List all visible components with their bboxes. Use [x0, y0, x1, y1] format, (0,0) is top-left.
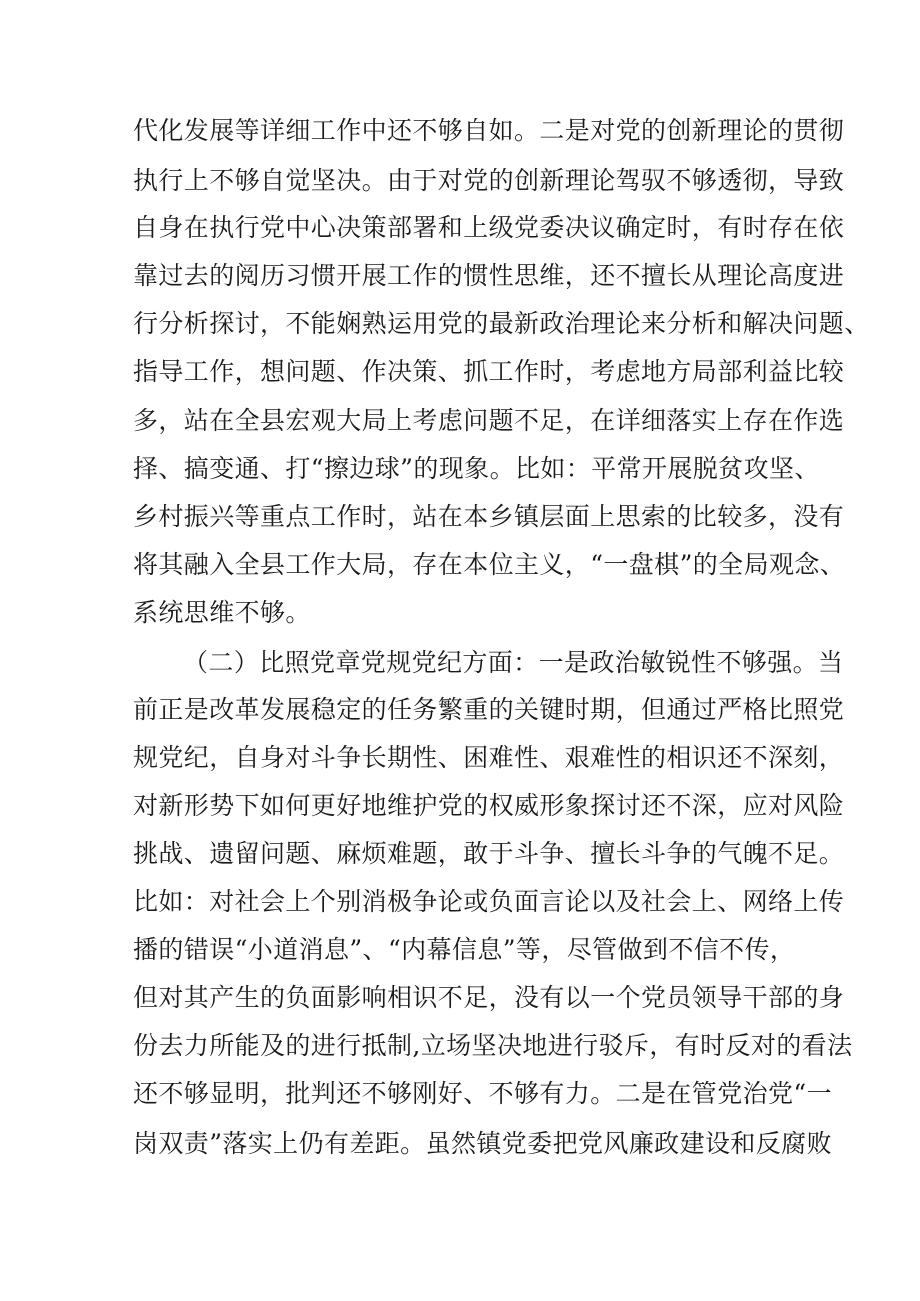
text-line-4: 靠过去的阅历习惯开展工作的惯性思维，还不擅长从理论高度进 — [133, 261, 845, 290]
text-line-1: 代化发展等详细工作中还不够自如。二是对党的创新理论的贯彻 — [133, 116, 845, 145]
text-line-10: 将其融入全县工作大局，存在本位主义，“一盘棋”的全局观念、 — [133, 550, 846, 579]
text-line-15: 对新形势下如何更好地维护党的权威形象探讨还不深，应对风险 — [133, 791, 845, 820]
text-line-8: 择、搞变通、打“擦边球”的现象。比如：平常开展脱贫攻坚、 — [133, 454, 820, 483]
text-line-5: 行分析探讨，不能娴熟运用党的最新政治理论来分析和解决问题、 — [133, 309, 870, 338]
text-line-19: 但对其产生的负面影响相识不足，没有以一个党员领导干部的身 — [133, 983, 845, 1012]
text-line-16: 挑战、遗留问题、麻烦难题，敢于斗争、擅长斗争的气魄不足。 — [133, 839, 845, 868]
text-line-14: 规党纪，自身对斗争长期性、困难性、艰难性的相识还不深刻， — [133, 743, 845, 772]
text-line-3: 自身在执行党中心决策部署和上级党委决议确定时，有时存在依 — [133, 213, 845, 242]
text-line-13: 前正是改革发展稳定的任务繁重的关键时期，但通过严格比照党 — [133, 695, 845, 724]
text-line-20: 份去力所能及的进行抵制,立场坚决地进行驳斥，有时反对的看法 — [133, 1031, 853, 1060]
text-line-6: 指导工作，想问题、作决策、抓工作时，考虑地方局部利益比较 — [133, 357, 845, 386]
text-line-18: 播的错误“小道消息”、“内幕信息”等，尽管做到不信不传， — [133, 935, 796, 964]
text-line-7: 多，站在全县宏观大局上考虑问题不足，在详细落实上存在作选 — [133, 406, 845, 435]
text-line-17: 比如：对社会上个别消极争论或负面言论以及社会上、网络上传 — [133, 887, 845, 916]
text-line-2: 执行上不够自觉坚决。由于对党的创新理论驾驭不够透彻，导致 — [133, 166, 845, 195]
text-line-22: 岗双责”落实上仍有差距。虽然镇党委把党风廉政建设和反腐败 — [133, 1129, 832, 1158]
text-line-21: 还不够显明，批判还不够刚好、不够有力。二是在管党治党“一 — [133, 1079, 832, 1108]
text-line-11: 系统思维不够。 — [133, 598, 311, 627]
paragraph-heading-line: （二）比照党章党规党纪方面：一是政治敏锐性不够强。当 — [183, 648, 844, 677]
text-line-9: 乡村振兴等重点工作时，站在本乡镇层面上思索的比较多，没有 — [133, 502, 845, 531]
